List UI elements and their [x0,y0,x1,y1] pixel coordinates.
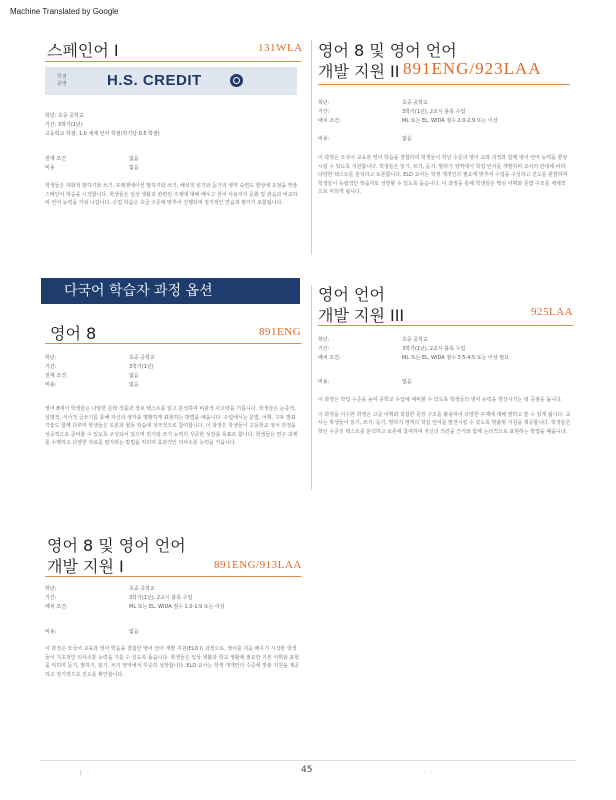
eld2-course-title: 영어 8 및 영어 언어 개발 지원 II [318,41,457,81]
meta-row: 기간: 3학기(1년), 2교시 블록 수업 [45,595,193,601]
english8-course-title: 영어 8 [50,324,97,343]
eld3-cost [318,378,412,387]
english8-course-code: 891ENG [259,326,302,338]
page-number: 45 [301,765,313,775]
meta-row: 기간: 3학기(1년), 2교시 블록 수업 [318,109,466,115]
meta-row: 학년: 초중 공학교 [318,100,428,106]
machine-translated-label: Machine Translated by Google [10,7,119,16]
eld3-description: 이 과정은 학업 수준을 높여 중학교 수업에 대비할 수 있도록 학생들의 영어 능력을 향상시키는 데 중점을 둡니다. 이 과정을 이수한 학생은 고급 어휘와 복잡한 문장 구조를 활용하여 다양한 주제에 대해 말하고 쓸 수 있게 됩니다. 교사는 학생들이 읽기, 쓰기, 듣기, 말하기 영역의 학업 언어를 발전시킬 수 있도록 맞춤형 지원을 제공합니다. 학생들은 학년 수준의 텍스트를 분석하고 토론에 참여하며 자신의 의견을 근거와 함께 논리적으로 표현하는 방법을 배웁니다. [318,397,571,435]
hs-credit-text: H.S. CREDIT [107,72,202,89]
footer-right-text: · · · · · · · · · · · · · · · [388,770,493,776]
eld2-title-rule [318,84,570,85]
spanish-description: 학생들은 대화적 말하기와 쓰기, 프레젠테이션 말하기와 쓰기, 해석적 읽기와 듣기의 영역 숙련도 향상에 초점을 맞춘 스페인어 학습을 시작합니다. 학생들은 일상 생활과 관련된 주제에 대해 배우고 원어 사용자의 문화 및 관습과 비교하며 언어 능력을 키워 나갑니다. 수업 학습은 초급 수준에 맞추어 진행되며 정기적인 연습과 평가가 포함됩니다. [45,183,298,206]
meta-row: 비용: 없음 [45,629,139,635]
eld3-meta [318,336,509,363]
meta-row: 전제 조건 없음 [45,156,139,162]
eld3-title-rule [318,325,573,326]
meta-row: 배치 조건: ML 또는 EL, WIDA 점수 1.0-1.9 또는 이상 [45,604,225,610]
eld1-cost [45,628,139,637]
meta-row: 학년: 초중 공학교 [318,337,428,343]
eld2-meta [318,99,498,126]
spanish-course-title: 스페인어 I [47,41,119,60]
meta-row: 고등학교 학점: 1.0 세계 언어 학점(학기당 0.5 학점) [45,131,160,137]
spanish-title-rule [45,61,301,62]
spanish-prereq [45,155,139,173]
meta-row: 비용 없음 [45,165,139,171]
eld2-course-code: 891ENG/923LAA [403,59,542,78]
column-divider [311,285,312,490]
meta-row: 비용: 없음 [318,379,412,385]
english8-title-rule [45,343,301,344]
meta-row: 배치 조건: ML 또는 EL, WIDA 점수 3.5-4.5 또는 이상 필요 [318,355,509,361]
credit-label: 학점 증명 [57,74,67,87]
meta-row: 학년: 초중 공학교 [45,113,84,119]
english8-meta [45,354,155,390]
eld3-course-code: 925LAA [531,306,574,318]
meta-row: 학년: 초중 공학교 [45,586,155,592]
credit-seal-icon [230,74,243,87]
eld1-description: 이 과정은 모국어 교육과 영어 학습을 결합한 영어 언어 개발 지원(ELD I) 과정으로, 영어를 처음 배우기 시작한 학생들이 기초적인 의사소통 능력을 기를 수 있도록 돕습니다. 학생들은 일상 생활과 학교 생활에 필요한 기본 어휘와 표현을 익히며 듣기, 말하기, 읽기, 쓰기 영역에서 꾸준히 성장합니다. ELD 교사는 학생 개개인의 수준에 맞춘 지원을 제공하고 정기적으로 진도를 확인합니다. [45,646,300,678]
meta-row: 기간: 3학기(1년) [45,122,83,128]
eld1-meta [45,585,225,612]
meta-row: 전제 조건: 없음 [45,373,139,379]
meta-row: 기간: 3학기(1년) [45,364,154,370]
eld2-description: 이 과정은 모국어 교육과 영어 학습을 결합하여 학생들이 학년 수준의 영어 교과 과정과 함께 영어 언어 능력을 향상시킬 수 있도록 지원합니다. 학생들은 읽기, 쓰기, 듣기, 말하기 영역에서 학업 언어를 개발하며 교사의 안내에 따라 다양한 텍스트를 분석하고 토론합니다. ELD 교사는 학생 개개인의 필요에 맞추어 수업을 구성하고 진도를 관찰하며 학생들이 독립적인 학습자로 성장할 수 있도록 돕습니다. 이 과정을 통해 학생들은 핵심 어휘와 문법 구조를 체계적으로 익히게 됩니다. [318,155,568,195]
footer-left-text: · · · · · | · · [44,770,98,776]
english8-description: 영어 8에서 학생들은 다양한 문학 작품과 정보 텍스트를 읽고 분석하며 비판적 사고력을 기릅니다. 학생들은 논증적, 설명적, 서사적 글쓰기를 통해 자신의 생각을 명확하게 표현하는 방법을 배웁니다. 수업에서는 문법, 어휘, 구두 발표 기술도 함께 다루며 학생들은 토론과 협동 학습에 적극적으로 참여합니다. 이 과정은 학생들이 고등학교 영어 과정을 성공적으로 준비할 수 있도록 구성되어 있으며 읽기와 쓰기 능력의 꾸준한 성장을 목표로 합니다. 학생들은 연구 과제를 수행하고 다양한 자료를 평가하는 방법을 익히며 효과적인 의사소통 능력을 키웁니다. [45,406,298,446]
eld1-title-rule [45,576,301,577]
spanish-course-code: 131WLA [258,42,303,54]
footer-rule [40,760,576,761]
meta-row: 학년: 초중 공학교 [45,355,155,361]
meta-row: 기간: 3학기(1년), 2교시 블록 수업 [318,346,466,352]
meta-row: 배치 조건: ML 또는 EL, WIDA 점수 2.0-2.9 또는 이상 [318,118,498,124]
spanish-meta [45,112,160,139]
hs-credit-banner [45,67,297,95]
eld1-course-code: 891ENG/913LAA [214,559,302,571]
meta-row: 비용: 없음 [318,136,412,142]
eld1-course-title: 영어 8 및 영어 언어 개발 지원 I [47,536,186,576]
meta-row: 비용: 없음 [45,382,139,388]
eld2-cost [318,135,412,144]
column-divider [311,40,312,255]
eld3-course-title: 영어 언어 개발 지원 III [318,285,405,325]
multilingual-options-banner: 다국어 학습자 과정 옵션 [41,278,300,304]
